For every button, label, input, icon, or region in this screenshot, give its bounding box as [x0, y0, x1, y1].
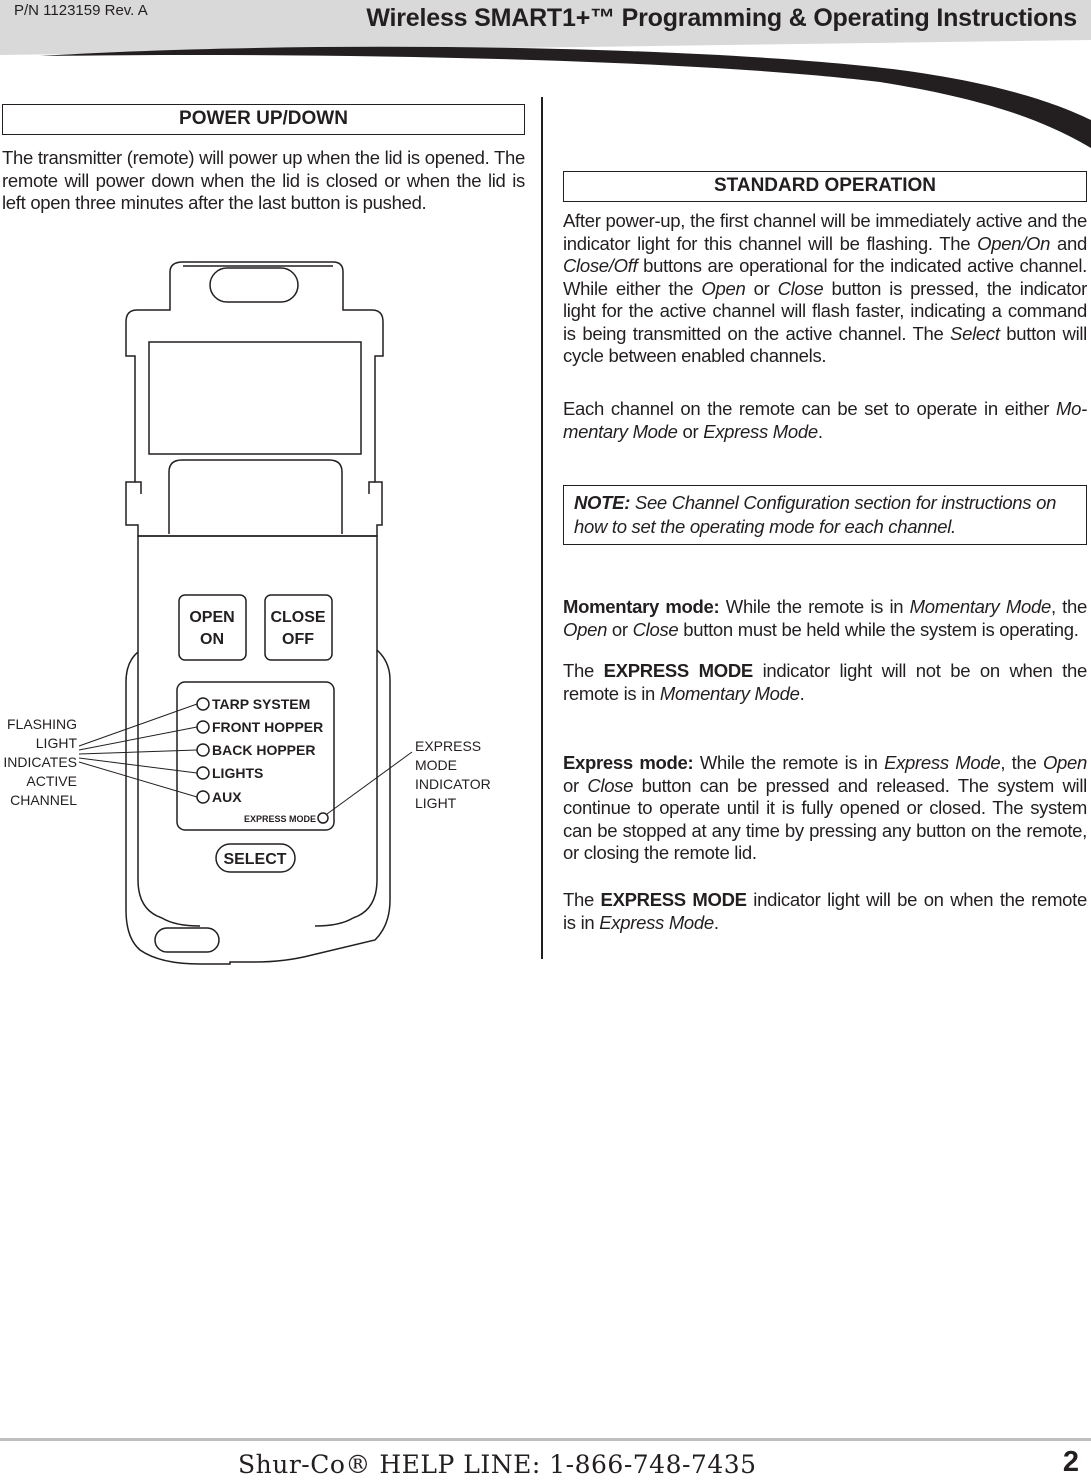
express-indicator-text: The EXPRESS MODE indicator light will be on when the remote is in Express Mode.: [563, 889, 1087, 933]
remote-illustration: [0, 250, 540, 980]
channel-label: BACK HOPPER: [212, 742, 316, 758]
express-mode-text: Express mode: While the remote is in Express Mode, the Open or Close button can be pressed and released. The system will continue to operate until it is fully opened or closed. The system can be stopped at any time by pressing any button on the remote, or closing the remote lid.: [563, 752, 1087, 863]
standard-operation-heading: STANDARD OPERATION: [563, 171, 1087, 202]
callout-flashing-light: [2, 715, 77, 810]
mode-intro-text: Each channel on the remote can be set to operate in either Mo-mentary Mode or Express Mode.: [563, 398, 1087, 442]
close-button-label-2: OFF: [282, 631, 314, 648]
note-text: See Channel Configuration section for instructions on how to set the operating mode for each channel.: [574, 492, 1057, 537]
momentary-mode-text: Momentary mode: While the remote is in Momentary Mode, the Open or Close button must be held while the system is operating.: [563, 596, 1088, 640]
power-text: The transmitter (remote) will power up when the lid is opened. The remote will power down when the lid is closed or when the lid is left open three minutes after the last button is pushed.: [2, 147, 525, 213]
callout-express-mode-light: [415, 737, 491, 813]
help-line: Shur-Co® HELP LINE: 1-866-748-7435: [238, 1450, 757, 1479]
page-number: 2: [1062, 1446, 1079, 1478]
channel-label: LIGHTS: [212, 765, 264, 781]
part-number: P/N 1123159 Rev. A: [14, 2, 148, 19]
page-title: Wireless SMART1+™ Programming & Operating Instructions: [366, 4, 1077, 32]
callout-line: CHANNEL: [10, 792, 77, 808]
footer-rule: [0, 1438, 1091, 1441]
callout-line: EXPRESS: [415, 738, 482, 754]
momentary-indicator-text: The EXPRESS MODE indicator light will not be on when the remote is in Momentary Mode.: [563, 660, 1088, 704]
select-button-label: SELECT: [223, 851, 287, 868]
callout-line: FLASHING: [6, 716, 77, 732]
channel-label: AUX: [212, 789, 242, 805]
express-mode-label: EXPRESS MODE: [244, 814, 317, 824]
channel-label: FRONT HOPPER: [212, 719, 324, 735]
callout-line: MODE: [415, 757, 457, 773]
channel-label: TARP SYSTEM: [212, 696, 311, 712]
callout-line: ACTIVE: [26, 773, 77, 789]
note-label: NOTE:: [574, 492, 631, 513]
callout-line: INDICATOR: [415, 776, 491, 792]
open-button-label-2: ON: [200, 631, 224, 648]
close-button-label: CLOSE: [270, 609, 326, 626]
callout-line: LIGHT: [415, 795, 457, 811]
callout-line: INDICATES: [3, 754, 77, 770]
power-heading: POWER UP/DOWN: [2, 104, 525, 135]
standard-operation-text: After power-up, the first channel will be immediately active and the indicator light for this channel will be flashing. The Open/On and Close/Off buttons are operational for the indicated active channel. While either the Open or Close button is pressed, the indicator light for the active channel will flash faster, indicating a command is being transmitted on the active channel. The Select button will cycle between enabled channels.: [563, 210, 1087, 366]
callout-line: LIGHT: [35, 735, 77, 751]
column-divider: [541, 97, 543, 959]
open-button-label: OPEN: [189, 609, 235, 626]
note-box: [563, 485, 1087, 545]
